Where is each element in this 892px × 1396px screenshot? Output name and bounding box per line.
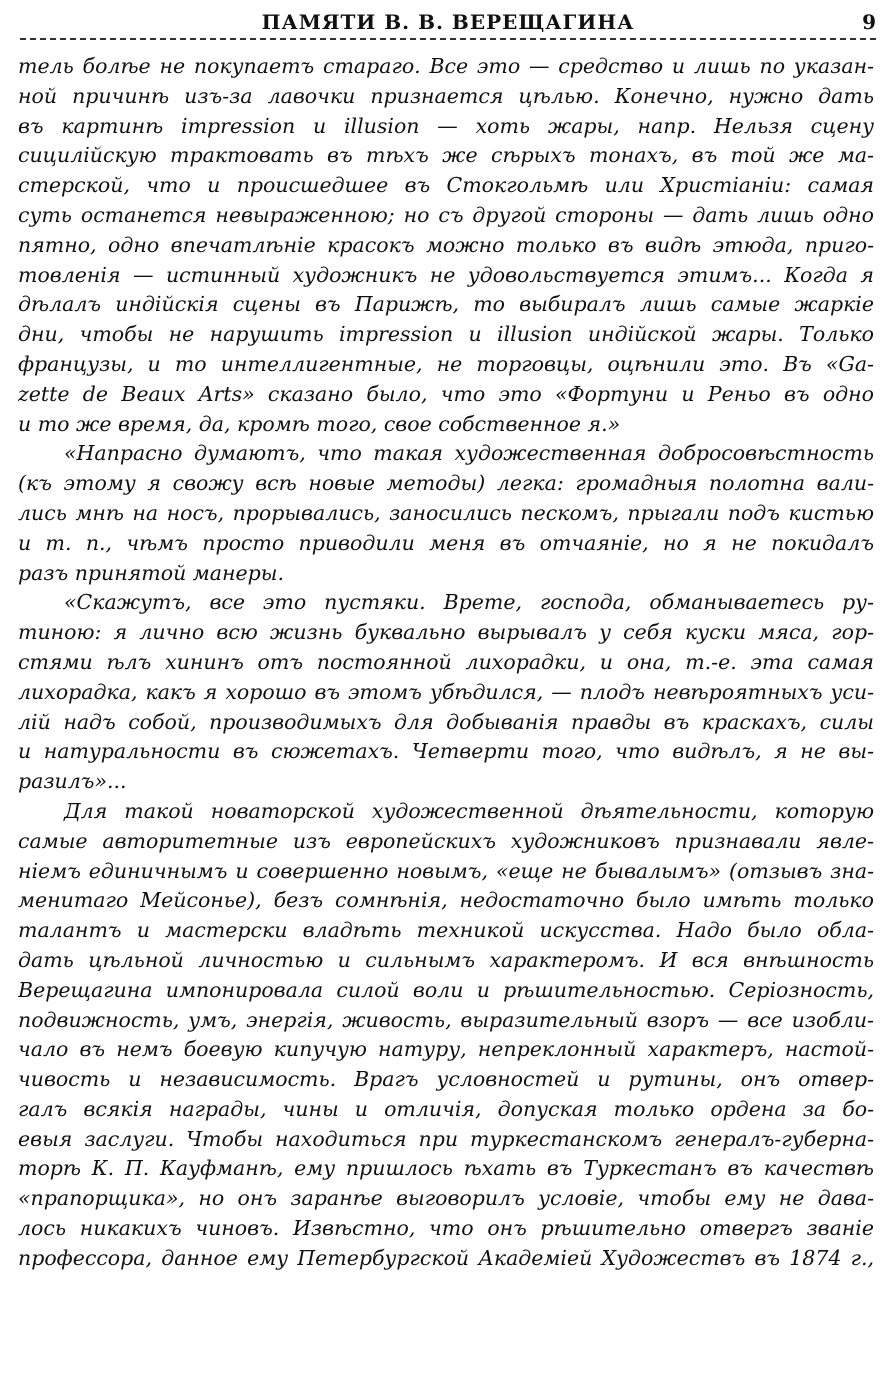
text-line: лій надъ собой, производимыхъ для добыванія правды въ краскахъ, силы — [18, 709, 874, 734]
text-line: дать цѣльной личностью и сильнымъ характеромъ. И вся внѣшность — [18, 947, 874, 972]
text-line: самые авторитетные изъ европейскихъ художниковъ признавали явле- — [18, 828, 874, 853]
text-line: и т. п., чѣмъ просто приводили меня въ отчаяніе, но я не покидалъ — [18, 530, 874, 555]
text-line: менитаго Мейсонье), безъ сомнѣнія, недостаточно было имѣть только — [18, 888, 874, 913]
text-line: лись мнѣ на носъ, прорывались, заносились пескомъ, прыгали подъ кистью — [18, 500, 874, 525]
text-line: сицилійскую трактовать въ тѣхъ же сѣрыхъ тонахъ, въ той же ма- — [18, 143, 874, 168]
text-line: галъ всякія награды, чины и отличія, допуская только ордена за бо- — [18, 1096, 874, 1121]
text-line: разилъ»... — [18, 769, 127, 794]
text-line: дѣлалъ индійскія сцены въ Парижѣ, то выбиралъ лишь самые жаркіе — [18, 292, 874, 317]
text-line: стями ѣлъ хининъ отъ постоянной лихорадки, и она, т.-е. эта самая — [18, 649, 874, 674]
text-line: французы, и то интеллигентные, не торговцы, оцѣнили это. Въ «Ga- — [18, 351, 874, 376]
running-head — [20, 8, 876, 36]
text-line: и натуральности въ сюжетахъ. Четверти того, что видѣлъ, я не вы- — [18, 739, 874, 764]
text-line: «Напрасно думаютъ, что такая художественная добросовѣстность — [64, 441, 874, 466]
text-line: тель болѣе не покупаетъ стараго. Все это — средство и лишь по указан- — [18, 54, 874, 78]
text-line: лось никакихъ чиновъ. Извѣстно, что онъ рѣшительно отвергъ званіе — [18, 1216, 874, 1241]
header-divider — [20, 38, 876, 40]
text-line: тиною: я лично всю жизнь буквально вырывалъ у себя куски мяса, гор- — [18, 620, 874, 645]
text-line: лихорадка, какъ я хорошо въ этомъ убѣдился, — плодъ невѣроятныхъ уси- — [18, 679, 874, 704]
page-number: 9 — [862, 10, 876, 34]
text-line: торѣ К. П. Кауфманѣ, ему пришлось ѣхать въ Туркестанъ въ качествѣ — [18, 1156, 874, 1181]
running-title: ПАМЯТИ В. В. ВЕРЕЩАГИНА — [261, 10, 635, 34]
text-line: «прапорщика», но онъ заранѣе выговорилъ условіе, чтобы ему не дава- — [18, 1186, 874, 1211]
text-line: ной причинѣ изъ-за лавочки признается цѣлью. Конечно, нужно дать — [18, 83, 874, 108]
text-line: чало въ немъ боевую кипучую натуру, непреклонный характеръ, настой- — [18, 1037, 874, 1062]
text-line: товленія — истинный художникъ не удовольствуется этимъ... Когда я — [18, 262, 874, 287]
text-line: (къ этому я свожу всѣ новые методы) легка: громадныя полотна вали- — [18, 471, 874, 496]
text-line: ніемъ единичнымъ и совершенно новымъ, «еще не бывалымъ» (отзывъ зна- — [18, 858, 874, 883]
text-line: суть останется невыраженною; но съ другой стороны — дать лишь одно — [18, 202, 874, 227]
body-text — [18, 52, 874, 1274]
text-line: Верещагина импонировала силой воли и рѣшительностью. Серіозность, — [18, 977, 874, 1002]
text-line: евыя заслуги. Чтобы находиться при туркестанскомъ генералъ-губерна- — [18, 1126, 874, 1151]
text-line: zette de Beaux Arts» сказано было, что это «Фортуни и Реньо въ одно — [18, 381, 874, 406]
text-line: подвижность, умъ, энергія, живость, выразительный взоръ — все изобли- — [18, 1007, 874, 1032]
text-line: пятно, одно впечатлѣніе красокъ можно только въ видѣ этюда, приго- — [18, 232, 874, 257]
text-line: «Скажутъ, все это пустяки. Врете, господа, обманываетесь ру- — [64, 590, 874, 615]
text-line: и то же время, да, кромѣ того, свое собственное я.» — [18, 411, 621, 436]
text-line: Для такой новаторской художественной дѣятельности, которую — [64, 798, 874, 823]
text-line: разъ принятой манеры. — [18, 560, 284, 585]
text-line: дни, чтобы не нарушить impression и illusion индійской жары. Только — [18, 322, 874, 347]
text-line: профессора, данное ему Петербургской Академіей Художествъ въ 1874 г., — [18, 1245, 874, 1270]
text-line: чивость и независимость. Врагъ условностей и рутины, онъ отвер- — [18, 1067, 874, 1092]
text-line: талантъ и мастерски владѣть техникой искусства. Надо было обла- — [18, 918, 874, 943]
text-line: стерской, что и происшедшее въ Стокгольмѣ или Христіаніи: самая — [18, 173, 874, 198]
text-line: въ картинѣ impression и illusion — хоть жары, напр. Нельзя сцену — [18, 113, 874, 138]
